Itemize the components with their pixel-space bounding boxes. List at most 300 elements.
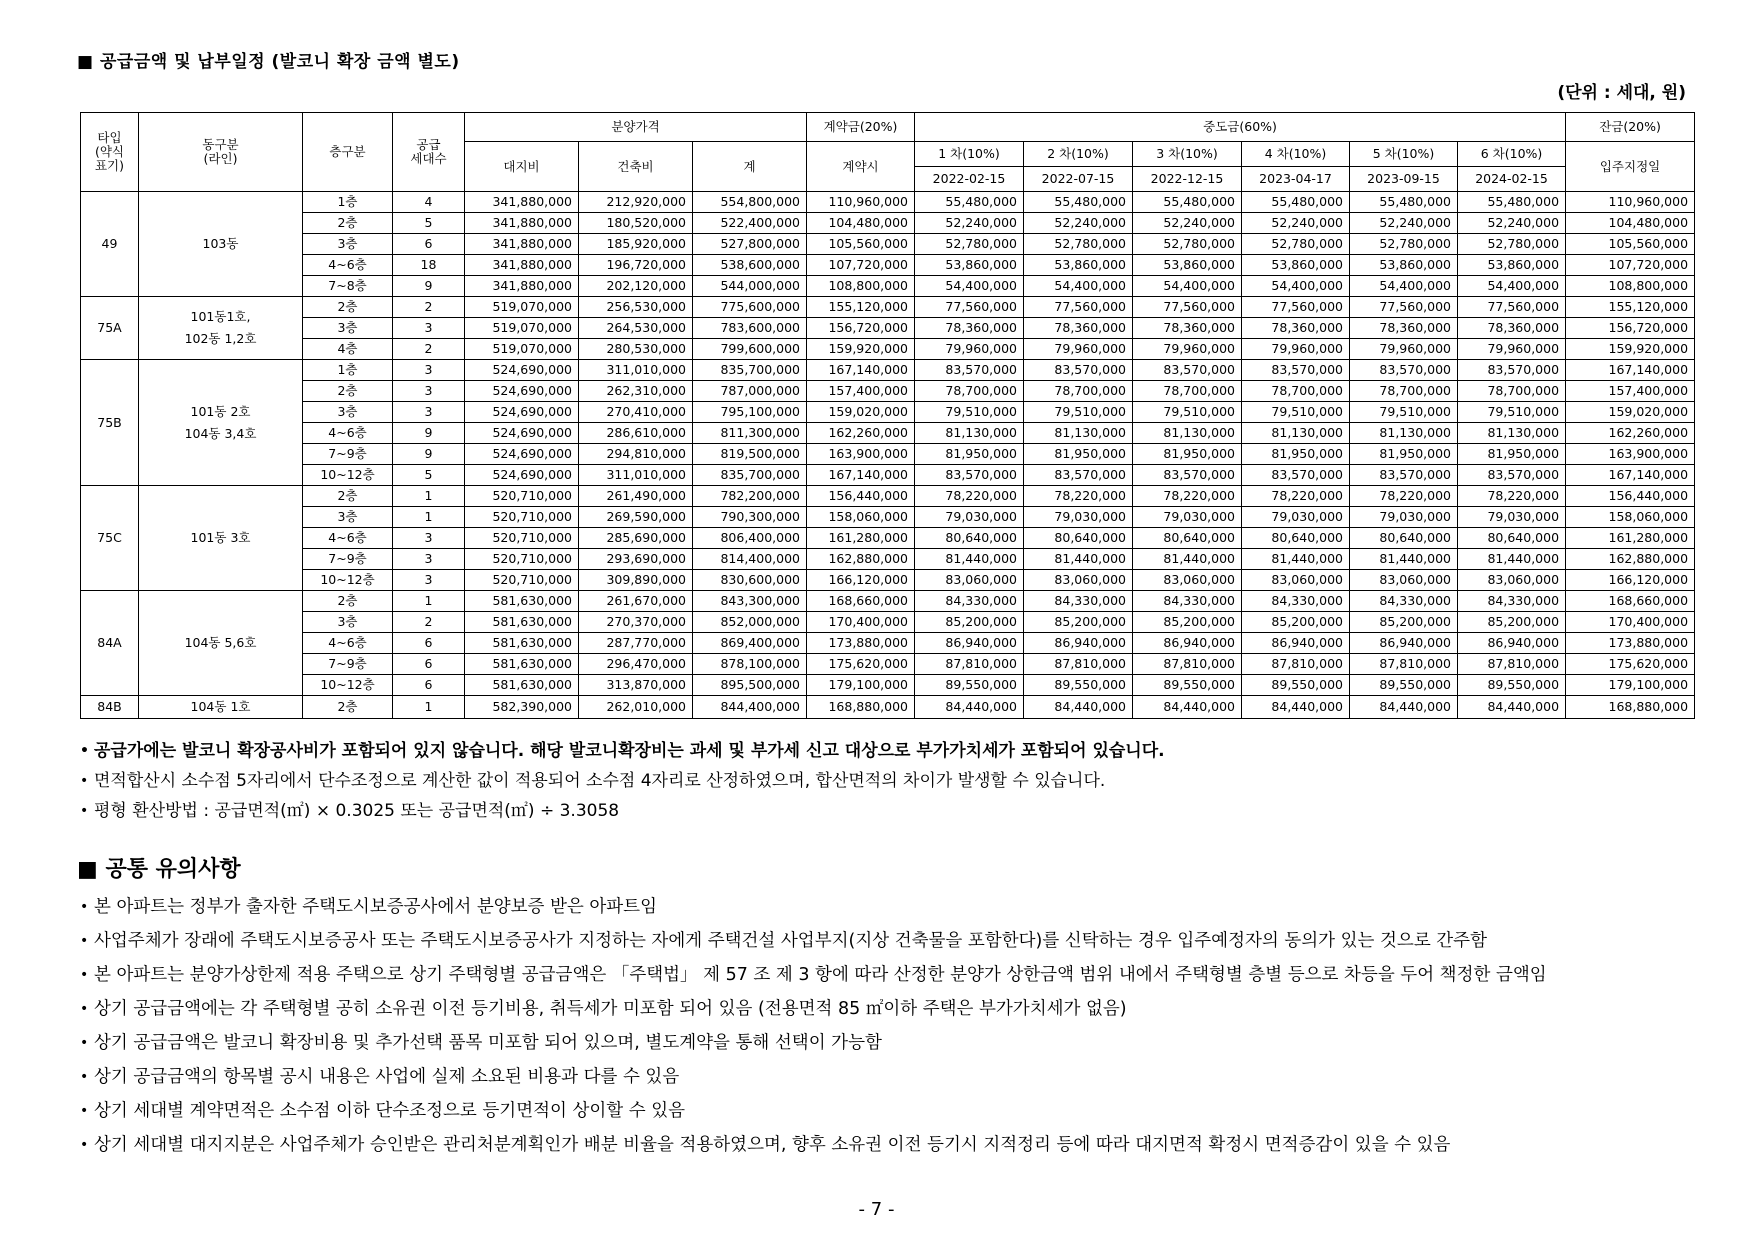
installment-cell: 78,220,000 (1350, 486, 1458, 507)
installment-cell: 55,480,000 (1242, 192, 1350, 213)
floor-cell: 4층 (303, 339, 393, 360)
total-price-cell: 795,100,000 (693, 402, 807, 423)
common-notes (94, 890, 1682, 1162)
units-cell: 5 (393, 465, 465, 486)
table-row (81, 192, 1695, 213)
installment-cell: 77,560,000 (1458, 297, 1566, 318)
installment-cell: 80,640,000 (1024, 528, 1133, 549)
installment-cell: 52,240,000 (1350, 213, 1458, 234)
installment-cell: 78,360,000 (1242, 318, 1350, 339)
balance-cell: 155,120,000 (1566, 297, 1695, 318)
type-cell: 84B (81, 696, 139, 719)
installment-cell: 83,570,000 (1024, 360, 1133, 381)
installment-cell: 84,440,000 (1133, 696, 1242, 719)
deposit-cell: 159,920,000 (807, 339, 915, 360)
installment-cell: 89,550,000 (1133, 675, 1242, 696)
construction-price-cell: 264,530,000 (579, 318, 693, 339)
land-price-cell: 581,630,000 (465, 591, 579, 612)
installment-cell: 52,240,000 (915, 213, 1024, 234)
units-cell: 1 (393, 507, 465, 528)
installment-cell: 52,240,000 (1133, 213, 1242, 234)
installment-cell: 83,570,000 (1242, 360, 1350, 381)
total-price-cell: 814,400,000 (693, 549, 807, 570)
installment-cell: 79,030,000 (1458, 507, 1566, 528)
balance-cell: 166,120,000 (1566, 570, 1695, 591)
land-price-cell: 341,880,000 (465, 213, 579, 234)
installment-cell: 54,400,000 (1458, 276, 1566, 297)
installment-cell: 79,960,000 (1133, 339, 1242, 360)
balance-cell: 168,660,000 (1566, 591, 1695, 612)
installment-cell: 87,810,000 (1350, 654, 1458, 675)
total-price-cell: 799,600,000 (693, 339, 807, 360)
land-price-cell: 581,630,000 (465, 633, 579, 654)
installment-cell: 79,030,000 (1024, 507, 1133, 528)
land-price-cell: 582,390,000 (465, 696, 579, 719)
installment-cell: 84,440,000 (1024, 696, 1133, 719)
building-cell: 104동 1호 (139, 696, 303, 719)
installment-cell: 87,810,000 (1024, 654, 1133, 675)
balance-cell: 107,720,000 (1566, 255, 1695, 276)
installment-cell: 85,200,000 (1133, 612, 1242, 633)
total-price-cell: 554,800,000 (693, 192, 807, 213)
construction-price-cell: 296,470,000 (579, 654, 693, 675)
balance-cell: 110,960,000 (1566, 192, 1695, 213)
installment-cell: 81,950,000 (915, 444, 1024, 465)
installment-cell: 81,130,000 (1024, 423, 1133, 444)
installment-cell: 54,400,000 (1350, 276, 1458, 297)
installment-cell: 89,550,000 (1242, 675, 1350, 696)
land-price-cell: 341,880,000 (465, 192, 579, 213)
installment-cell: 87,810,000 (1458, 654, 1566, 675)
table-row (81, 318, 1695, 339)
installment-cell: 81,130,000 (915, 423, 1024, 444)
header-date-4: 2023-04-17 (1242, 167, 1350, 192)
construction-price-cell: 285,690,000 (579, 528, 693, 549)
installment-cell: 81,440,000 (915, 549, 1024, 570)
table-row (81, 570, 1695, 591)
deposit-cell: 162,880,000 (807, 549, 915, 570)
floor-cell: 4~6층 (303, 423, 393, 444)
installment-cell: 83,570,000 (1458, 465, 1566, 486)
units-cell: 3 (393, 381, 465, 402)
installment-cell: 85,200,000 (1024, 612, 1133, 633)
table-row (81, 549, 1695, 570)
deposit-cell: 163,900,000 (807, 444, 915, 465)
land-price-cell: 581,630,000 (465, 612, 579, 633)
header-balance-when: 입주지정일 (1566, 142, 1695, 192)
land-price-cell: 524,690,000 (465, 465, 579, 486)
note-balcony: • 공급가에는 발코니 확장공사비가 포함되어 있지 않습니다. 해당 발코니확장비는 과세 및 부가세 신고 대상으로 부가가치세가 포함되어 있습니다. (94, 736, 1734, 766)
land-price-cell: 524,690,000 (465, 381, 579, 402)
header-date-6: 2024-02-15 (1458, 167, 1566, 192)
header-installment-4: 4 차(10%) (1242, 142, 1350, 167)
units-cell: 1 (393, 591, 465, 612)
deposit-cell: 104,480,000 (807, 213, 915, 234)
installment-cell: 55,480,000 (1024, 192, 1133, 213)
units-cell: 5 (393, 213, 465, 234)
floor-cell: 3층 (303, 402, 393, 423)
balance-cell: 163,900,000 (1566, 444, 1695, 465)
building-cell: 104동 5,6호 (139, 591, 303, 696)
total-price-cell: 775,600,000 (693, 297, 807, 318)
floor-cell: 7~9층 (303, 654, 393, 675)
installment-cell: 84,330,000 (1242, 591, 1350, 612)
floor-cell: 4~6층 (303, 633, 393, 654)
header-land: 대지비 (465, 142, 579, 192)
installment-cell: 85,200,000 (915, 612, 1024, 633)
installment-cell: 79,510,000 (915, 402, 1024, 423)
header-middle-payment: 중도금(60%) (915, 113, 1566, 142)
land-price-cell: 520,710,000 (465, 549, 579, 570)
installment-cell: 86,940,000 (1350, 633, 1458, 654)
installment-cell: 83,060,000 (915, 570, 1024, 591)
total-price-cell: 787,000,000 (693, 381, 807, 402)
header-deposit-when: 계약시 (807, 142, 915, 192)
balance-cell: 175,620,000 (1566, 654, 1695, 675)
installment-cell: 79,510,000 (1350, 402, 1458, 423)
common-note-4: • 상기 공급금액에는 각 주택형별 공히 소유권 이전 등기비용, 취득세가 미포함 되어 있음 (전용면적 85 ㎡이하 주택은 부가가치세가 없음) (94, 992, 1682, 1026)
installment-cell: 84,330,000 (915, 591, 1024, 612)
installment-cell: 81,950,000 (1133, 444, 1242, 465)
installment-cell: 53,860,000 (1458, 255, 1566, 276)
table-row (81, 234, 1695, 255)
building-cell: 103동 (139, 192, 303, 297)
installment-cell: 52,780,000 (1242, 234, 1350, 255)
installment-cell: 79,510,000 (1133, 402, 1242, 423)
building-cell: 101동1호, 102동 1,2호 (139, 297, 303, 360)
balance-cell: 161,280,000 (1566, 528, 1695, 549)
installment-cell: 81,440,000 (1024, 549, 1133, 570)
header-date-1: 2022-02-15 (915, 167, 1024, 192)
installment-cell: 83,060,000 (1242, 570, 1350, 591)
installment-cell: 83,570,000 (1024, 465, 1133, 486)
installment-cell: 78,360,000 (1024, 318, 1133, 339)
installment-cell: 81,440,000 (1242, 549, 1350, 570)
installment-cell: 83,570,000 (915, 465, 1024, 486)
installment-cell: 79,510,000 (1458, 402, 1566, 423)
installment-cell: 54,400,000 (1024, 276, 1133, 297)
installment-cell: 55,480,000 (1350, 192, 1458, 213)
installment-cell: 55,480,000 (915, 192, 1024, 213)
total-price-cell: 895,500,000 (693, 675, 807, 696)
units-cell: 3 (393, 318, 465, 339)
land-price-cell: 341,880,000 (465, 276, 579, 297)
installment-cell: 77,560,000 (915, 297, 1024, 318)
floor-cell: 7~9층 (303, 549, 393, 570)
total-price-cell: 538,600,000 (693, 255, 807, 276)
installment-cell: 52,240,000 (1458, 213, 1566, 234)
installment-cell: 53,860,000 (1024, 255, 1133, 276)
units-cell: 3 (393, 402, 465, 423)
total-price-cell: 869,400,000 (693, 633, 807, 654)
installment-cell: 78,220,000 (1133, 486, 1242, 507)
table-row (81, 507, 1695, 528)
installment-cell: 78,700,000 (1133, 381, 1242, 402)
installment-cell: 84,330,000 (1458, 591, 1566, 612)
table-row (81, 360, 1695, 381)
land-price-cell: 341,880,000 (465, 234, 579, 255)
installment-cell: 54,400,000 (1133, 276, 1242, 297)
floor-cell: 10~12층 (303, 675, 393, 696)
deposit-cell: 156,440,000 (807, 486, 915, 507)
floor-cell: 10~12층 (303, 570, 393, 591)
installment-cell: 81,950,000 (1024, 444, 1133, 465)
units-cell: 9 (393, 423, 465, 444)
installment-cell: 84,330,000 (1024, 591, 1133, 612)
header-installment-2: 2 차(10%) (1024, 142, 1133, 167)
installment-cell: 80,640,000 (1350, 528, 1458, 549)
total-price-cell: 790,300,000 (693, 507, 807, 528)
installment-cell: 52,780,000 (1458, 234, 1566, 255)
price-table-body (81, 192, 1695, 719)
section-title-common-notes: ■ 공통 유의사항 (77, 857, 241, 882)
land-price-cell: 520,710,000 (465, 507, 579, 528)
installment-cell: 79,960,000 (1350, 339, 1458, 360)
floor-cell: 4~6층 (303, 528, 393, 549)
balance-cell: 157,400,000 (1566, 381, 1695, 402)
installment-cell: 54,400,000 (915, 276, 1024, 297)
installment-cell: 52,780,000 (1133, 234, 1242, 255)
table-row (81, 297, 1695, 318)
floor-cell: 2층 (303, 213, 393, 234)
installment-cell: 78,220,000 (1024, 486, 1133, 507)
balance-cell: 168,880,000 (1566, 696, 1695, 719)
units-cell: 6 (393, 654, 465, 675)
construction-price-cell: 261,490,000 (579, 486, 693, 507)
table-row (81, 444, 1695, 465)
floor-cell: 1층 (303, 360, 393, 381)
installment-cell: 55,480,000 (1133, 192, 1242, 213)
price-table-header (81, 113, 1695, 192)
installment-cell: 86,940,000 (1024, 633, 1133, 654)
total-price-cell: 544,000,000 (693, 276, 807, 297)
header-sale-price: 분양가격 (465, 113, 807, 142)
construction-price-cell: 313,870,000 (579, 675, 693, 696)
type-cell: 49 (81, 192, 139, 297)
installment-cell: 83,570,000 (1242, 465, 1350, 486)
balance-cell: 105,560,000 (1566, 234, 1695, 255)
installment-cell: 52,780,000 (1350, 234, 1458, 255)
installment-cell: 79,030,000 (1350, 507, 1458, 528)
installment-cell: 83,570,000 (1350, 360, 1458, 381)
installment-cell: 81,130,000 (1458, 423, 1566, 444)
total-price-cell: 843,300,000 (693, 591, 807, 612)
installment-cell: 77,560,000 (1242, 297, 1350, 318)
deposit-cell: 105,560,000 (807, 234, 915, 255)
balance-cell: 159,020,000 (1566, 402, 1695, 423)
deposit-cell: 167,140,000 (807, 465, 915, 486)
total-price-cell: 806,400,000 (693, 528, 807, 549)
total-price-cell: 811,300,000 (693, 423, 807, 444)
installment-cell: 83,570,000 (1133, 465, 1242, 486)
type-cell: 75A (81, 297, 139, 360)
floor-cell: 7~8층 (303, 276, 393, 297)
installment-cell: 53,860,000 (1350, 255, 1458, 276)
installment-cell: 85,200,000 (1458, 612, 1566, 633)
construction-price-cell: 185,920,000 (579, 234, 693, 255)
installment-cell: 89,550,000 (1024, 675, 1133, 696)
installment-cell: 79,510,000 (1024, 402, 1133, 423)
installment-cell: 78,360,000 (1133, 318, 1242, 339)
header-construction: 건축비 (579, 142, 693, 192)
land-price-cell: 581,630,000 (465, 654, 579, 675)
construction-price-cell: 256,530,000 (579, 297, 693, 318)
total-price-cell: 830,600,000 (693, 570, 807, 591)
installment-cell: 78,700,000 (1242, 381, 1350, 402)
construction-price-cell: 212,920,000 (579, 192, 693, 213)
balance-cell: 167,140,000 (1566, 465, 1695, 486)
common-note-2: • 사업주체가 장래에 주택도시보증공사 또는 주택도시보증공사가 지정하는 자에게 주택건설 사업부지(지상 건축물을 포함한다)를 신탁하는 경우 입주예정자의 동의가 있는 것으로 간주함 (94, 924, 1682, 958)
installment-cell: 80,640,000 (915, 528, 1024, 549)
construction-price-cell: 309,890,000 (579, 570, 693, 591)
installment-cell: 79,960,000 (1024, 339, 1133, 360)
installment-cell: 54,400,000 (1242, 276, 1350, 297)
units-cell: 6 (393, 675, 465, 696)
floor-cell: 10~12층 (303, 465, 393, 486)
note-area-rounding: • 면적합산시 소수점 5자리에서 단수조정으로 계산한 값이 적용되어 소수점 4자리로 산정하였으며, 합산면적의 차이가 발생할 수 있습니다. (94, 766, 1734, 796)
installment-cell: 83,570,000 (1350, 465, 1458, 486)
type-cell: 84A (81, 591, 139, 696)
construction-price-cell: 270,370,000 (579, 612, 693, 633)
table-row (81, 486, 1695, 507)
table-row (81, 696, 1695, 719)
installment-cell: 52,240,000 (1242, 213, 1350, 234)
table-row (81, 633, 1695, 654)
installment-cell: 83,060,000 (1024, 570, 1133, 591)
floor-cell: 3층 (303, 507, 393, 528)
installment-cell: 83,060,000 (1133, 570, 1242, 591)
balance-cell: 159,920,000 (1566, 339, 1695, 360)
units-cell: 4 (393, 192, 465, 213)
total-price-cell: 835,700,000 (693, 465, 807, 486)
balance-cell: 170,400,000 (1566, 612, 1695, 633)
installment-cell: 78,360,000 (1350, 318, 1458, 339)
building-cell: 101동 2호 104동 3,4호 (139, 360, 303, 486)
units-cell: 3 (393, 528, 465, 549)
deposit-cell: 168,880,000 (807, 696, 915, 719)
header-building: 동구분 (라인) (139, 113, 303, 192)
installment-cell: 87,810,000 (915, 654, 1024, 675)
total-price-cell: 783,600,000 (693, 318, 807, 339)
total-price-cell: 522,400,000 (693, 213, 807, 234)
table-row (81, 465, 1695, 486)
table-row (81, 402, 1695, 423)
installment-cell: 53,860,000 (915, 255, 1024, 276)
installment-cell: 83,570,000 (1133, 360, 1242, 381)
floor-cell: 2층 (303, 696, 393, 719)
installment-cell: 78,360,000 (1458, 318, 1566, 339)
deposit-cell: 107,720,000 (807, 255, 915, 276)
deposit-cell: 108,800,000 (807, 276, 915, 297)
installment-cell: 80,640,000 (1242, 528, 1350, 549)
balance-cell: 173,880,000 (1566, 633, 1695, 654)
deposit-cell: 156,720,000 (807, 318, 915, 339)
common-note-1: • 본 아파트는 정부가 출자한 주택도시보증공사에서 분양보증 받은 아파트임 (94, 890, 1682, 924)
construction-price-cell: 311,010,000 (579, 360, 693, 381)
installment-cell: 81,950,000 (1242, 444, 1350, 465)
installment-cell: 81,440,000 (1350, 549, 1458, 570)
deposit-cell: 170,400,000 (807, 612, 915, 633)
installment-cell: 52,780,000 (1024, 234, 1133, 255)
table-row (81, 381, 1695, 402)
construction-price-cell: 261,670,000 (579, 591, 693, 612)
installment-cell: 78,220,000 (915, 486, 1024, 507)
installment-cell: 87,810,000 (1133, 654, 1242, 675)
header-installment-6: 6 차(10%) (1458, 142, 1566, 167)
installment-cell: 80,640,000 (1133, 528, 1242, 549)
header-installment-3: 3 차(10%) (1133, 142, 1242, 167)
construction-price-cell: 280,530,000 (579, 339, 693, 360)
type-cell: 75C (81, 486, 139, 591)
construction-price-cell: 180,520,000 (579, 213, 693, 234)
land-price-cell: 520,710,000 (465, 528, 579, 549)
units-cell: 9 (393, 444, 465, 465)
deposit-cell: 179,100,000 (807, 675, 915, 696)
table-row (81, 213, 1695, 234)
building-cell: 101동 3호 (139, 486, 303, 591)
common-note-8: • 상기 세대별 대지지분은 사업주체가 승인받은 관리처분계획인가 배분 비율을 적용하였으며, 향후 소유권 이전 등기시 지적정리 등에 따라 대지면적 확정시 면적증감이 있을 수 있음 (94, 1128, 1682, 1162)
deposit-cell: 166,120,000 (807, 570, 915, 591)
deposit-cell: 173,880,000 (807, 633, 915, 654)
header-total: 계 (693, 142, 807, 192)
total-price-cell: 844,400,000 (693, 696, 807, 719)
installment-cell: 83,570,000 (1458, 360, 1566, 381)
installment-cell: 52,240,000 (1024, 213, 1133, 234)
installment-cell: 85,200,000 (1350, 612, 1458, 633)
installment-cell: 86,940,000 (1133, 633, 1242, 654)
deposit-cell: 155,120,000 (807, 297, 915, 318)
units-cell: 6 (393, 633, 465, 654)
installment-cell: 81,950,000 (1458, 444, 1566, 465)
deposit-cell: 162,260,000 (807, 423, 915, 444)
deposit-cell: 158,060,000 (807, 507, 915, 528)
unit-label: (단위 : 세대, 원) (1557, 83, 1686, 103)
page-number: - 7 - (858, 1199, 895, 1220)
total-price-cell: 819,500,000 (693, 444, 807, 465)
installment-cell: 52,780,000 (915, 234, 1024, 255)
construction-price-cell: 196,720,000 (579, 255, 693, 276)
land-price-cell: 524,690,000 (465, 402, 579, 423)
construction-price-cell: 269,590,000 (579, 507, 693, 528)
installment-cell: 84,330,000 (1350, 591, 1458, 612)
installment-cell: 84,330,000 (1133, 591, 1242, 612)
installment-cell: 77,560,000 (1133, 297, 1242, 318)
header-installment-5: 5 차(10%) (1350, 142, 1458, 167)
table-row (81, 654, 1695, 675)
common-note-7: • 상기 세대별 계약면적은 소수점 이하 단수조정으로 등기면적이 상이할 수 있음 (94, 1094, 1682, 1128)
table-row (81, 276, 1695, 297)
units-cell: 3 (393, 549, 465, 570)
header-deposit: 계약금(20%) (807, 113, 915, 142)
land-price-cell: 519,070,000 (465, 318, 579, 339)
header-date-2: 2022-07-15 (1024, 167, 1133, 192)
header-date-3: 2022-12-15 (1133, 167, 1242, 192)
installment-cell: 89,550,000 (1458, 675, 1566, 696)
header-floor: 층구분 (303, 113, 393, 192)
floor-cell: 2층 (303, 381, 393, 402)
installment-cell: 85,200,000 (1242, 612, 1350, 633)
installment-cell: 81,440,000 (1458, 549, 1566, 570)
price-table (80, 112, 1695, 719)
units-cell: 2 (393, 297, 465, 318)
balance-cell: 104,480,000 (1566, 213, 1695, 234)
installment-cell: 89,550,000 (1350, 675, 1458, 696)
table-row (81, 339, 1695, 360)
installment-cell: 86,940,000 (1242, 633, 1350, 654)
installment-cell: 86,940,000 (915, 633, 1024, 654)
floor-cell: 7~9층 (303, 444, 393, 465)
land-price-cell: 519,070,000 (465, 339, 579, 360)
